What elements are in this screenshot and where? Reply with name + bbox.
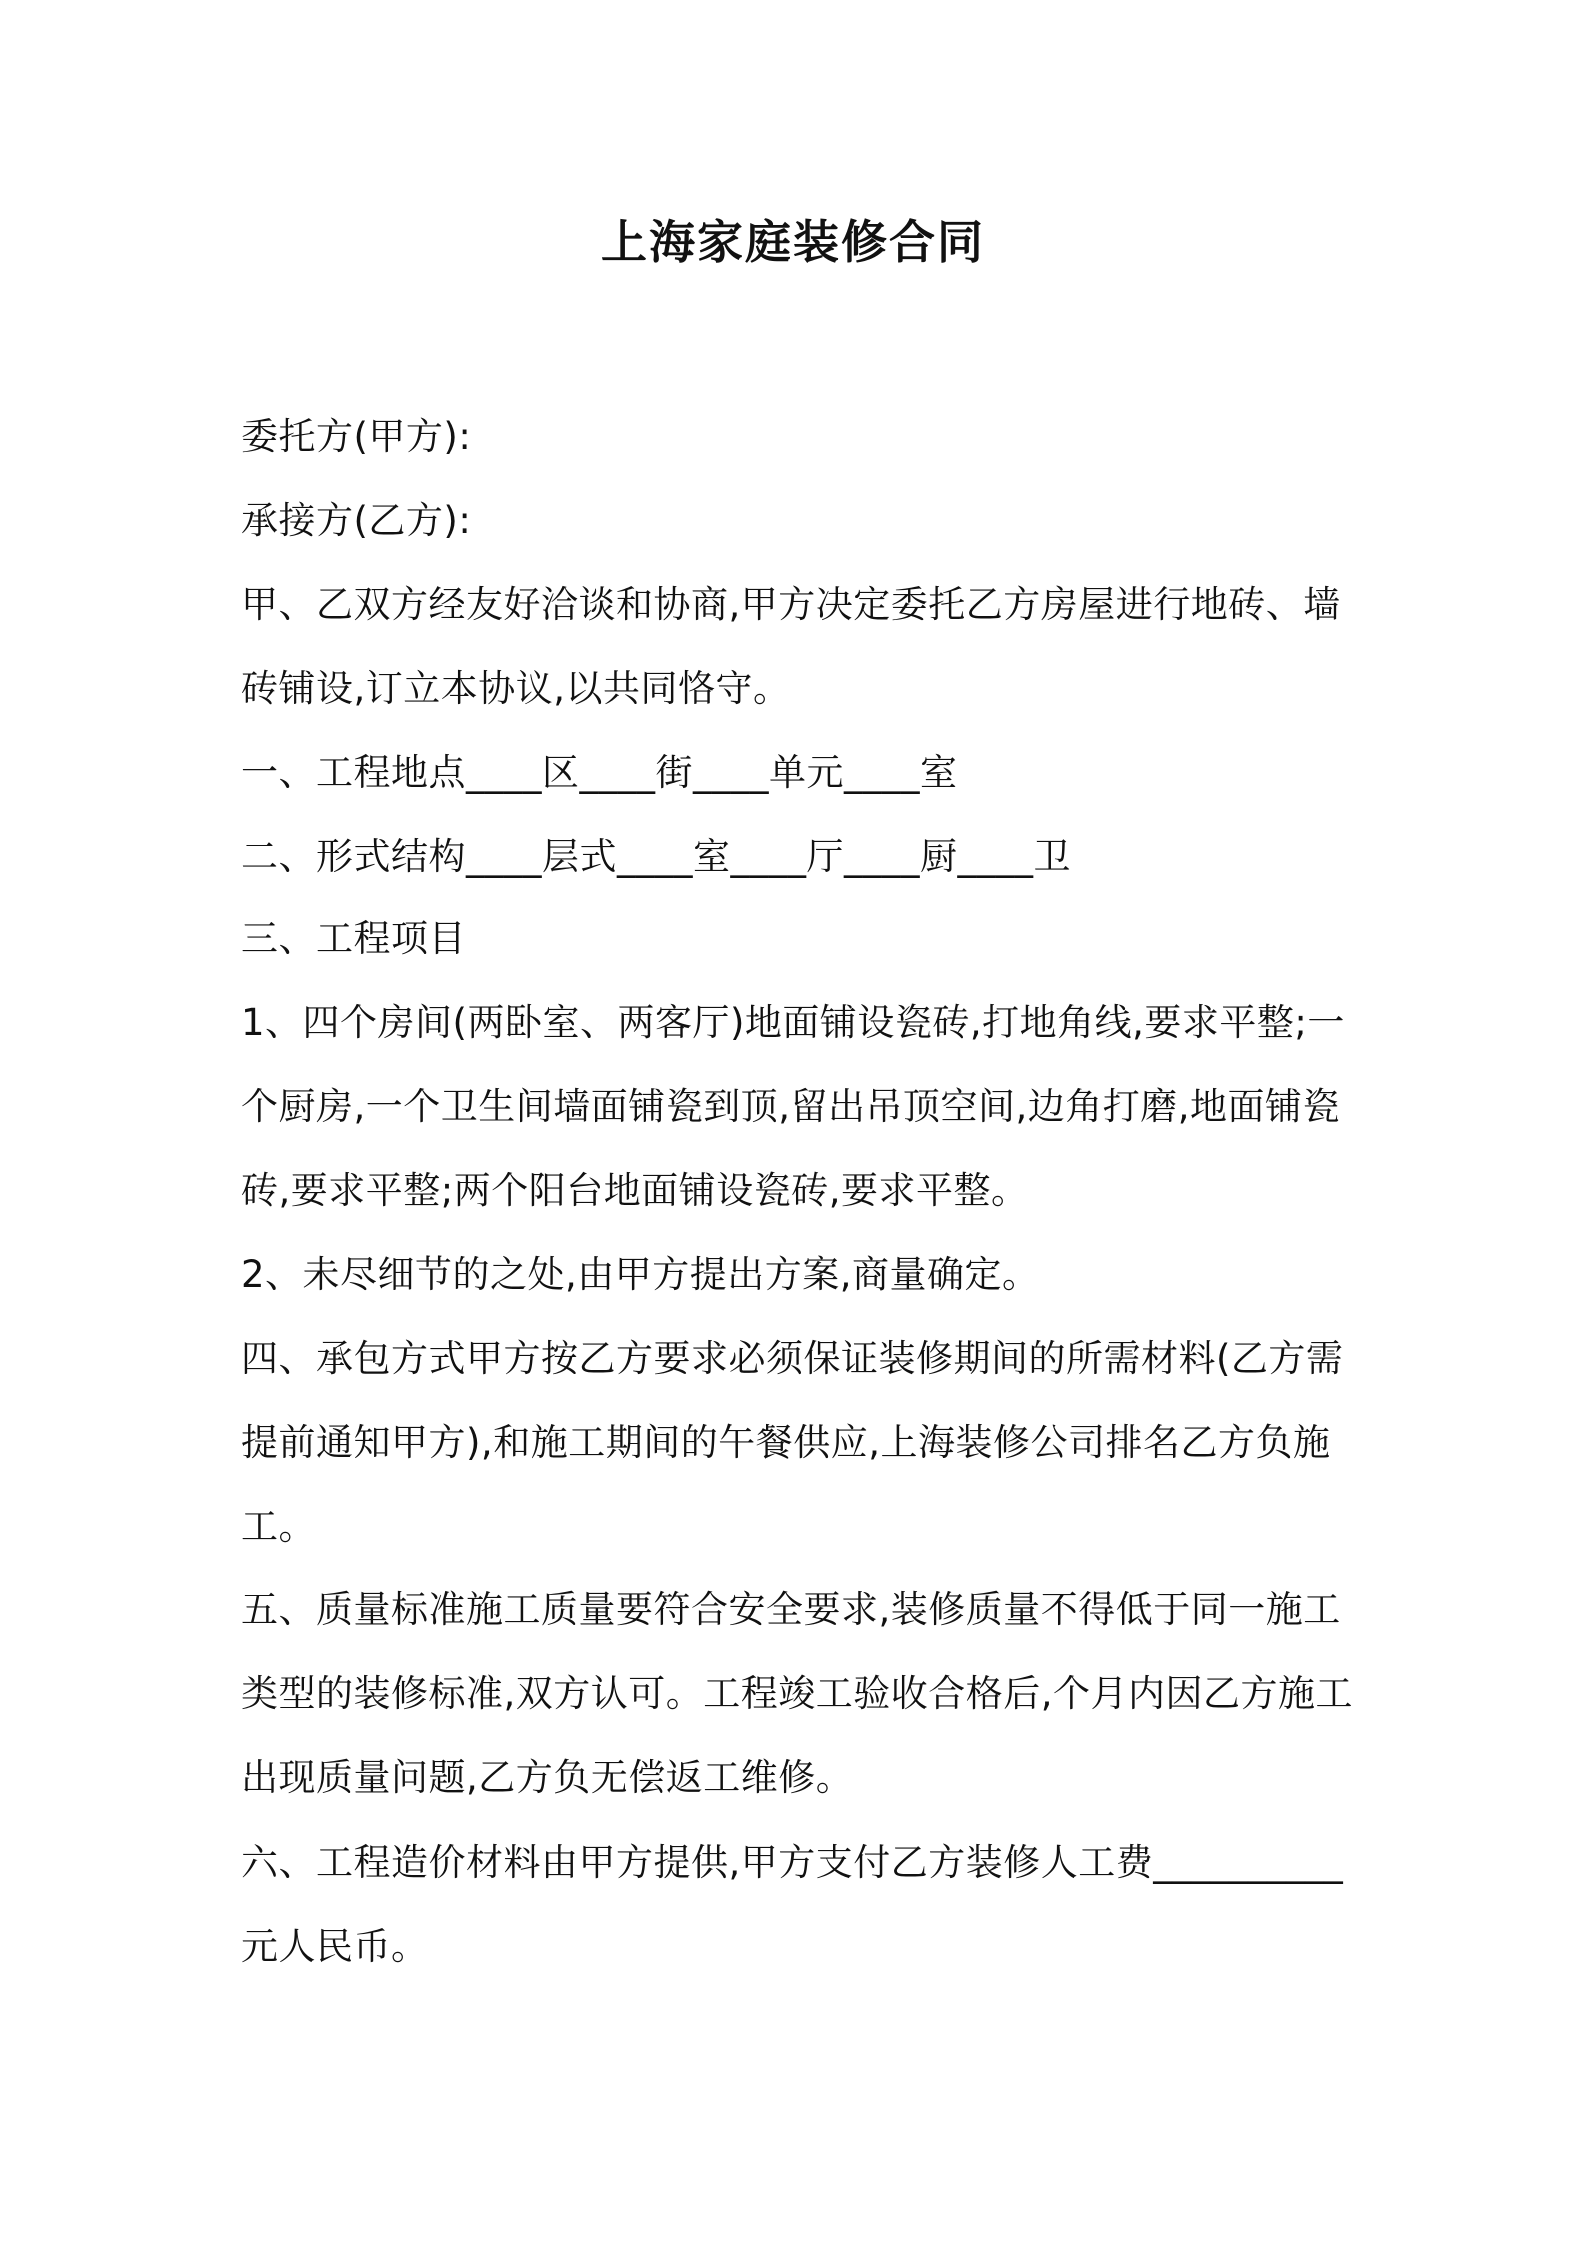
section-2-structure: 二、形式结构____层式____室____厅____厨____卫 [241,835,1071,878]
party-a-line: 委托方(甲方): [241,415,472,458]
party-b-line: 承接方(乙方): [241,499,472,542]
item-1-line-1: 1、四个房间(两卧室、两客厅)地面铺设瓷砖,打地角线,要求平整;一 [241,1001,1345,1044]
section-4-line-3: 工。 [241,1505,316,1548]
section-5-line-3: 出现质量问题,乙方负无偿返工维修。 [241,1756,854,1799]
preamble-line-1: 甲、乙双方经友好洽谈和协商,甲方决定委托乙方房屋进行地砖、墙 [241,583,1341,626]
section-4-line-2: 提前通知甲方),和施工期间的午餐供应,上海装修公司排名乙方负施 [241,1421,1331,1464]
section-1-location: 一、工程地点____区____街____单元____室 [241,751,958,794]
section-4-line-1: 四、承包方式甲方按乙方要求必须保证装修期间的所需材料(乙方需 [241,1337,1344,1380]
document-title: 上海家庭装修合同 [601,215,985,269]
item-1-line-3: 砖,要求平整;两个阳台地面铺设瓷砖,要求平整。 [241,1169,1029,1212]
item-2-line: 2、未尽细节的之处,由甲方提出方案,商量确定。 [241,1253,1040,1296]
item-1-line-2: 个厨房,一个卫生间墙面铺瓷到顶,留出吊顶空间,边角打磨,地面铺瓷 [241,1085,1341,1128]
preamble-line-2: 砖铺设,订立本协议,以共同恪守。 [241,667,791,710]
section-5-line-2: 类型的装修标准,双方认可。工程竣工验收合格后,个月内因乙方施工 [241,1672,1354,1715]
section-5-line-1: 五、质量标准施工质量要符合安全要求,装修质量不得低于同一施工 [241,1588,1341,1631]
section-6-line-2: 元人民币。 [241,1925,429,1968]
section-3-heading: 三、工程项目 [241,917,466,960]
section-6-line-1: 六、工程造价材料由甲方提供,甲方支付乙方装修人工费__________ [241,1841,1344,1884]
